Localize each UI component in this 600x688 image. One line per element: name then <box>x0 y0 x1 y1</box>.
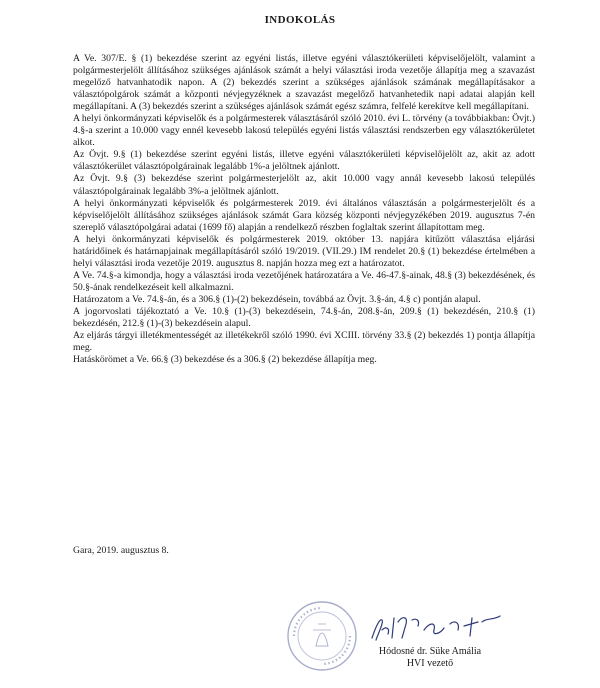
signatory-title: HVI vezető <box>406 658 454 669</box>
paragraph-illetekmentesseg: Az eljárás tárgyi illetékmentességét az illetékekről szóló 1990. évi XCIII. törvény 33.§ (2) bekezdés 1) pontja állapítja meg. <box>73 330 535 354</box>
paragraph-hatarozat-alapja: Határozatom a Ve. 74.§-án, és a 306.§ (1)-(2) bekezdésein, továbbá az Övjt. 3.§-án, 4.§ c) pontján alapul. <box>73 293 481 305</box>
paragraph-ve-74: A Ve. 74.§-a kimondja, hogy a választási iroda vezetőjének határozatára a Ve. 46-47.§-ainak, 48.§ (3) bekezdésének, és 50.§-ának rendelkezéseit kell alkalmazni. <box>73 269 535 293</box>
paragraph-ovjt-9-1: Az Övjt. 9.§ (1) bekezdése szerint egyéni listás, illetve egyéni választókerületi képviselőjelölt az, akit az adott választókerület választópolgárainak legalább 1%-a jelöltnek ajánlott. <box>73 149 535 173</box>
document-title: INDOKOLÁS <box>264 14 336 26</box>
signatory-block <box>340 646 520 670</box>
signatory-name: Hódosné dr. Süke Amália <box>378 646 482 657</box>
paragraph-ajanlasok-szama: A helyi önkormányzati képviselők és polgármesterek 2019. évi általános választásán a polgármesterjelölt és a képviselőjelölt állításához szükséges ajánlások számát Gara község központi névjegyzékében 2019. augusztus 7-én szereplő választópolgárai adatai (1699 fő) alapján a rendelkező részben foglaltak szerint állapítottam meg. <box>73 197 535 233</box>
paragraph-im-rendelet: A helyi önkormányzati képviselők és polgármesterek 2019. október 13. napjára kitűzött választása eljárási határidőinek és határnapjainak megállapításáról szóló 19/2019. (VII.29.) IM rendelet 20.§ (1) bekezdése értelmében a helyi választási iroda vezetője 2019. augusztus 8. napján hozza meg ezt a határozatot. <box>73 233 535 269</box>
paragraph-ovjt-4: A helyi önkormányzati képviselők és a polgármesterek választásáról szóló 2010. évi L. törvény (a továbbiakban: Övjt.) 4.§-a szerint a 10.000 vagy ennél kevesebb lakosú település egyéni listás választási rendszerben egy választókerületet alkot. <box>73 113 535 149</box>
paragraph-ve-307e: A Ve. 307/E. § (1) bekezdése szerint az egyéni listás, illetve egyéni választókerületi képviselőjelölt, valamint a polgármesterjelölt állításához szükséges ajánlások számát a helyi választási iroda vezetője állapítja meg a szavazást megelőző hatvanhatodik napon. A (2) bekezdés szerint a szükséges ajánlások számának megállapításakor a választópolgárok számát a központi névjegyzéknek a szavazást megelőző hatvanhetedik napi adatai alapján kell megállapítani. A (3) bekezdés szerint a szükséges ajánlások számát egész számra, felfelé kerekítve kell megállapítani. <box>73 53 535 113</box>
paragraph-ovjt-9-3: Az Övjt. 9.§ (3) bekezdése szerint polgármesterjelölt az, akit 10.000 vagy annál kevesebb lakosú település választópolgárainak legalább 3%-a jelöltnek ajánlott. <box>73 173 535 197</box>
place-and-date: Gara, 2019. augusztus 8. <box>73 545 169 556</box>
paragraph-hataskor: Hatáskörömet a Ve. 66.§ (3) bekezdése és a 306.§ (2) bekezdése állapítja meg. <box>73 354 377 366</box>
document-body <box>73 53 535 366</box>
paragraph-jogorvoslat: A jogorvoslati tájékoztató a Ve. 10.§ (1)-(3) bekezdésein, 74.§-án, 208.§-án, 209.§ (1) bekezdésén, 210.§ (1) bekezdésén, 212.§ (1)-(3) bekezdésein alapul. <box>73 305 535 330</box>
signature-icon <box>368 612 508 646</box>
